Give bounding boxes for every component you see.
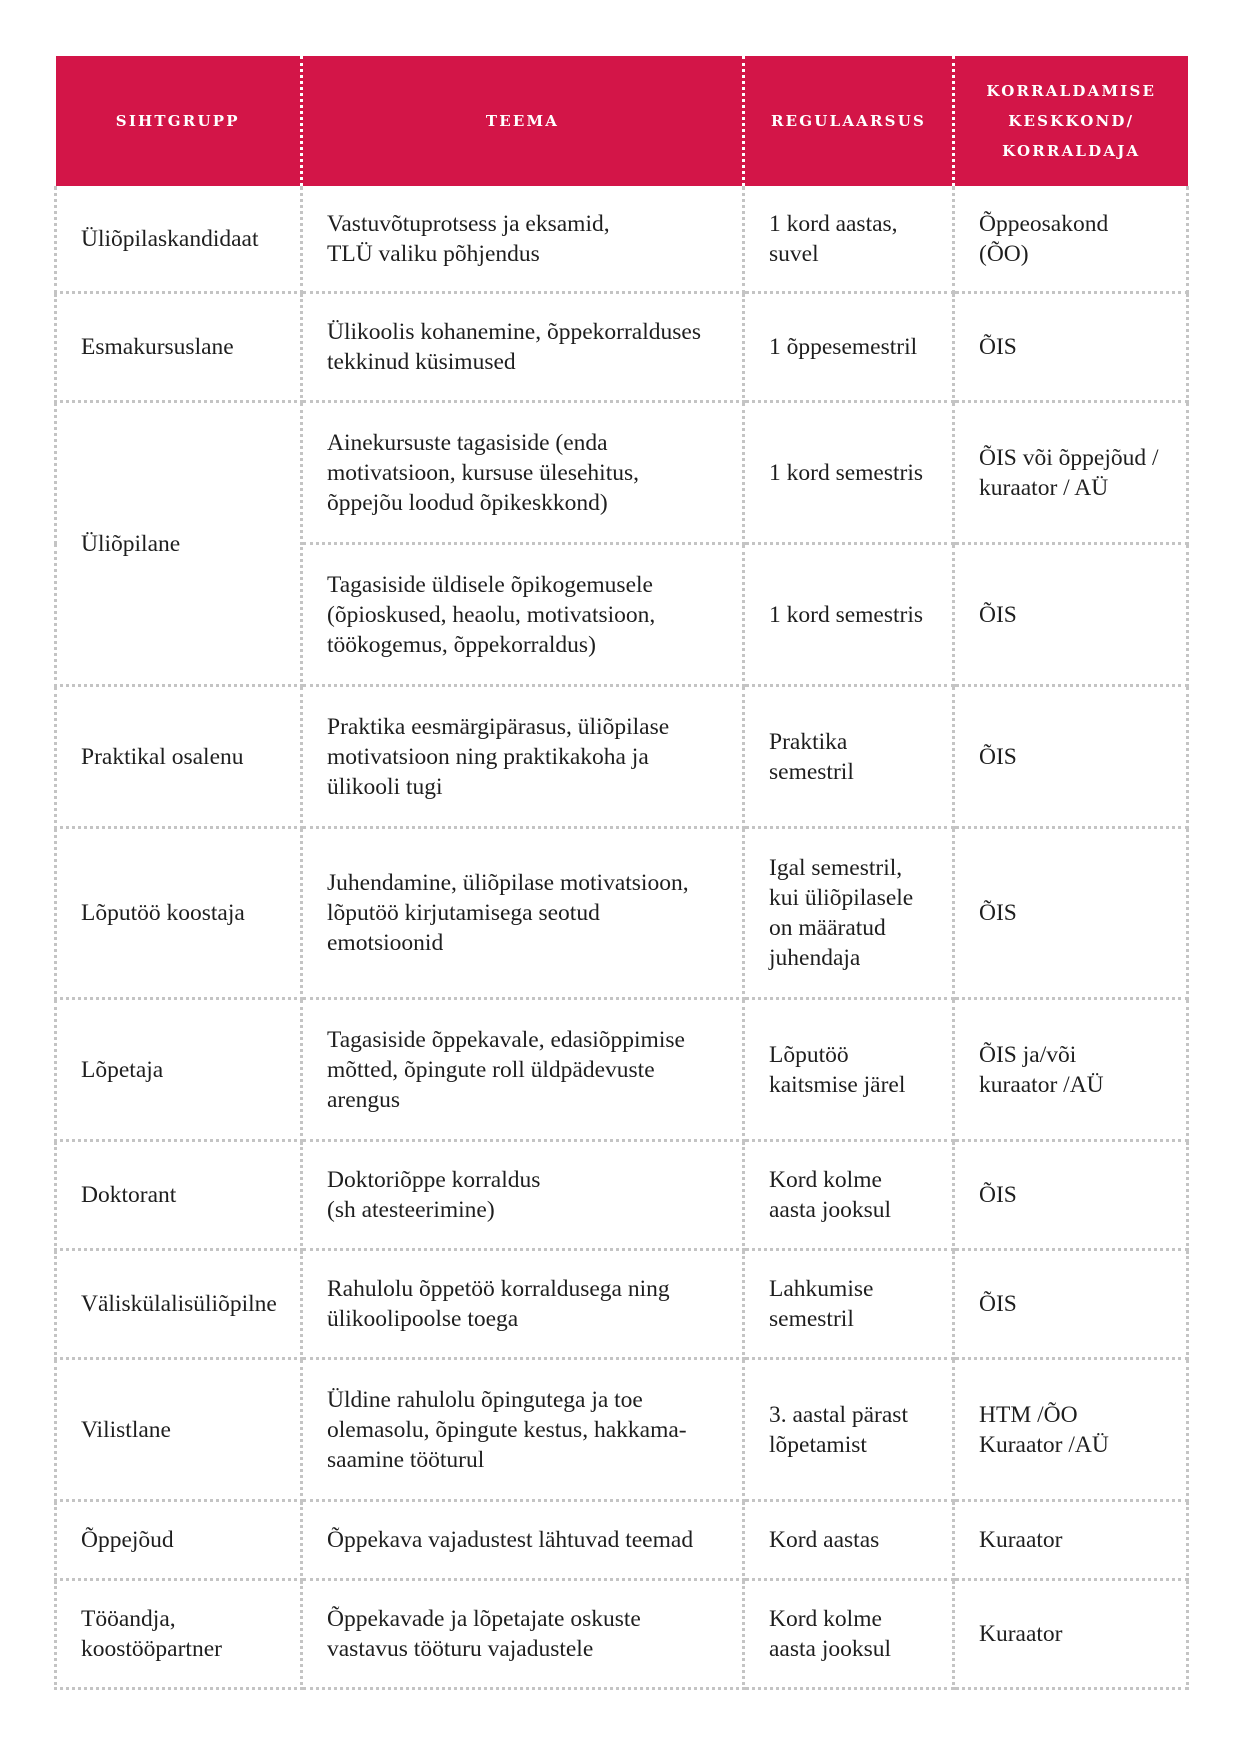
text-line: (õpioskused, heaolu, motivatsioon,	[327, 601, 656, 628]
text-line: REGULAARSUS	[770, 112, 927, 130]
text-line: aasta jooksul	[769, 1636, 892, 1662]
text-line: saamine tööturul	[327, 1446, 485, 1473]
text-line: 1 kord semestris	[769, 459, 924, 486]
text-line: Õppekavade ja lõpetajate oskuste	[327, 1606, 641, 1632]
text-line: 1 kord semestris	[769, 601, 924, 628]
target-group-cell	[56, 828, 302, 999]
text-line: Kuraator	[979, 1527, 1063, 1553]
text-line: töökogemus, õppekorraldus)	[327, 631, 596, 658]
text-line: Üldine rahulolu õpingutega ja toe	[327, 1386, 643, 1413]
frequency-cell	[744, 293, 954, 402]
text-line: Vilistlane	[81, 1416, 171, 1443]
topic-cell	[302, 186, 744, 293]
text-line: Kuraator /AÜ	[979, 1431, 1109, 1458]
topic-cell	[302, 402, 744, 544]
target-group-cell	[56, 293, 302, 402]
frequency-cell	[744, 686, 954, 828]
text-line: Doktoriõppe korraldus	[327, 1167, 541, 1193]
table-row	[56, 186, 1188, 293]
topic-cell	[302, 1580, 744, 1689]
organizer-cell	[954, 402, 1188, 544]
target-group-cell	[56, 1580, 302, 1689]
text-line: Praktikal osalenu	[81, 743, 244, 770]
frequency-cell	[744, 999, 954, 1141]
topic-cell	[302, 828, 744, 999]
text-line: HTM /ÕO	[979, 1401, 1078, 1428]
text-line: Tagasiside üldisele õpikogemusele	[327, 571, 653, 598]
frequency-cell	[744, 1501, 954, 1580]
text-line: Üliõpilane	[81, 530, 181, 557]
text-line: Vastuvõtuprotsess ja eksamid,	[327, 210, 610, 237]
organizer-cell	[954, 1359, 1188, 1501]
table-row	[56, 293, 1188, 402]
frequency-cell	[744, 186, 954, 293]
text-line: Lõpetaja	[81, 1056, 164, 1083]
target-group-cell	[56, 1501, 302, 1580]
text-line: Õppekava vajadustest lähtuvad teemad	[327, 1527, 694, 1553]
text-line: motivatsioon, kursuse ülesehitus,	[327, 459, 640, 486]
text-line: Lahkumise	[769, 1276, 874, 1302]
organizer-cell	[954, 1250, 1188, 1359]
target-group-cell	[56, 1250, 302, 1359]
text-line: ülikooli tugi	[327, 773, 443, 800]
header-frequency	[744, 56, 954, 186]
topic-cell	[302, 1359, 744, 1501]
text-line: Ülikoolis kohanemine, õppekorralduses	[327, 319, 701, 345]
text-line: Kord kolme	[769, 1606, 882, 1632]
text-line: SIHTGRUPP	[115, 112, 240, 130]
table-row	[56, 1250, 1188, 1359]
text-line: tekkinud küsimused	[327, 349, 516, 375]
text-line: Juhendamine, üliõpilase motivatsioon,	[327, 870, 689, 896]
text-line: Õppeosakond	[979, 210, 1109, 237]
text-line: Tagasiside õppekavale, edasiõppimise	[327, 1026, 685, 1053]
organizer-cell	[954, 1580, 1188, 1689]
text-line: 1 õppesemestril	[769, 334, 918, 360]
text-line: semestril	[769, 1306, 854, 1332]
text-line: on määratud	[769, 915, 886, 941]
frequency-cell	[744, 1359, 954, 1501]
organizer-cell	[954, 1141, 1188, 1250]
text-line: ÕIS	[979, 1182, 1017, 1208]
table-row	[56, 828, 1188, 999]
topic-cell	[302, 293, 744, 402]
text-line: juhendaja	[769, 945, 861, 971]
text-line: Kuraator	[979, 1621, 1063, 1647]
table-row	[56, 1359, 1188, 1501]
text-line: kaitsmise järel	[769, 1071, 906, 1098]
table-row	[56, 999, 1188, 1141]
target-group-cell	[56, 402, 302, 686]
table-row	[56, 686, 1188, 828]
text-line: aasta jooksul	[769, 1197, 892, 1223]
header-organizer	[954, 56, 1188, 186]
text-line: ÕIS või õppejõud /	[979, 444, 1159, 471]
topic-cell	[302, 1250, 744, 1359]
text-line: Üliõpilaskandidaat	[81, 225, 259, 252]
text-line: Esmakursuslane	[81, 334, 234, 360]
organizer-cell	[954, 544, 1188, 686]
frequency-cell	[744, 402, 954, 544]
table-row	[56, 1580, 1188, 1689]
text-line: Praktika eesmärgipärasus, üliõpilase	[327, 713, 670, 740]
frequency-cell	[744, 1580, 954, 1689]
text-line: õppejõu loodud õpikeskkond)	[327, 489, 608, 516]
text-line: 3. aastal pärast	[769, 1401, 908, 1428]
organizer-cell	[954, 186, 1188, 293]
organizer-cell	[954, 1501, 1188, 1580]
text-line: ÕIS	[979, 900, 1017, 926]
header-topic	[302, 56, 744, 186]
text-line: ÕIS	[979, 601, 1017, 628]
topic-cell	[302, 1141, 744, 1250]
text-line: emotsioonid	[327, 930, 444, 956]
table-header	[56, 56, 1188, 186]
frequency-cell	[744, 544, 954, 686]
header-row	[56, 56, 1188, 186]
text-line: Doktorant	[81, 1182, 177, 1208]
text-line: Väliskülalisüliõpilne	[81, 1291, 277, 1317]
text-line: ÕIS	[979, 743, 1017, 770]
text-line: Lõputöö koostaja	[81, 900, 245, 926]
target-group-cell	[56, 1141, 302, 1250]
table-body	[56, 186, 1188, 1689]
organizer-cell	[954, 293, 1188, 402]
text-line: Kord aastas	[769, 1527, 880, 1553]
text-line: lõputöö kirjutamisega seotud	[327, 900, 600, 926]
text-line: ÕIS	[979, 1291, 1017, 1317]
text-line: KORRALDAJA	[1002, 142, 1141, 160]
text-line: Praktika	[769, 728, 848, 755]
text-line: Õppejõud	[81, 1527, 174, 1553]
text-line: 1 kord aastas,	[769, 210, 898, 237]
table-row	[56, 402, 1188, 544]
text-line: suvel	[769, 240, 819, 267]
text-line: arengus	[327, 1086, 401, 1113]
target-group-cell	[56, 186, 302, 293]
text-line: KORRALDAMISE	[986, 82, 1157, 100]
target-group-cell	[56, 686, 302, 828]
text-line: mõtted, õpingute roll üldpädevuste	[327, 1056, 655, 1083]
table-row	[56, 1501, 1188, 1580]
text-line: olemasolu, õpingute kestus, hakkama-	[327, 1416, 687, 1443]
text-line: Lõputöö	[769, 1041, 849, 1068]
text-line: vastavus tööturu vajadustele	[327, 1636, 594, 1662]
text-line: (sh atesteerimine)	[327, 1197, 495, 1223]
frequency-cell	[744, 1141, 954, 1250]
text-line: Ainekursuste tagasiside (enda	[327, 429, 608, 456]
text-line: ÕIS	[979, 334, 1017, 360]
text-line: TLÜ valiku põhjendus	[327, 240, 540, 267]
organizer-cell	[954, 999, 1188, 1141]
text-line: kuraator /AÜ	[979, 1071, 1104, 1098]
organizer-cell	[954, 828, 1188, 999]
text-line: lõpetamist	[769, 1431, 867, 1458]
text-line: KESKKOND/	[1008, 112, 1135, 130]
topic-cell	[302, 686, 744, 828]
text-line: semestril	[769, 758, 854, 785]
text-line: Rahulolu õppetöö korraldusega ning	[327, 1276, 670, 1302]
feedback-schedule-table	[54, 56, 1189, 1690]
organizer-cell	[954, 686, 1188, 828]
frequency-cell	[744, 828, 954, 999]
text-line: ülikoolipoolse toega	[327, 1306, 519, 1332]
text-line: kuraator / AÜ	[979, 474, 1109, 501]
text-line: ÕIS ja/või	[979, 1041, 1077, 1068]
text-line: (ÕO)	[979, 240, 1029, 267]
topic-cell	[302, 999, 744, 1141]
target-group-cell	[56, 1359, 302, 1501]
text-line: motivatsioon ning praktikakoha ja	[327, 743, 649, 770]
text-line: TEEMA	[485, 112, 560, 130]
text-line: koostööpartner	[81, 1636, 222, 1662]
text-line: kui üliõpilasele	[769, 885, 914, 911]
text-line: Tööandja,	[81, 1606, 176, 1632]
topic-cell	[302, 544, 744, 686]
text-line: Igal semestril,	[769, 855, 903, 881]
frequency-cell	[744, 1250, 954, 1359]
table-row	[56, 1141, 1188, 1250]
topic-cell	[302, 1501, 744, 1580]
text-line: Kord kolme	[769, 1167, 882, 1193]
target-group-cell	[56, 999, 302, 1141]
header-target-group	[56, 56, 302, 186]
